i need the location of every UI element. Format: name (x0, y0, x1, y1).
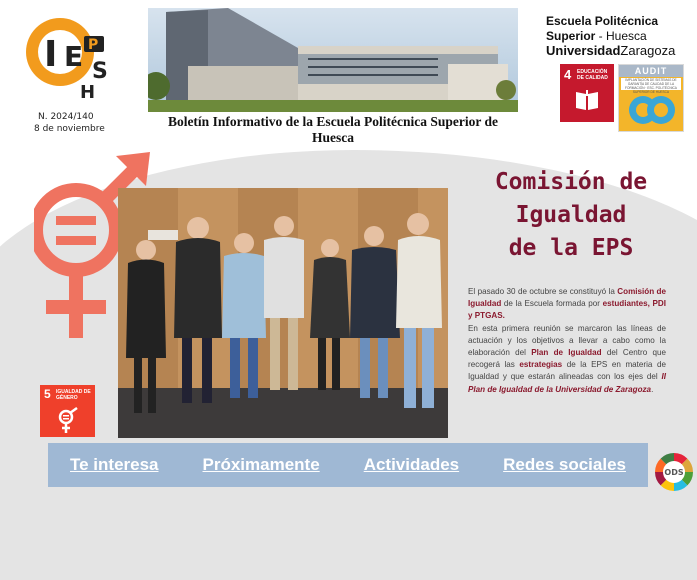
issue-date: 8 de noviembre (34, 124, 105, 134)
school-name-huesca: - Huesca (595, 29, 647, 43)
article-body (468, 286, 666, 396)
article-title-line-3: de la EPS (508, 235, 634, 261)
logo-letter-h: H (80, 82, 96, 100)
audit-title: AUDIT (619, 65, 683, 77)
article-title (476, 166, 666, 265)
iepsh-logo (20, 14, 130, 100)
logo-letter-p: P (88, 37, 99, 53)
nav-redes-sociales[interactable]: Redes sociales (503, 455, 626, 474)
school-name-line2 (546, 29, 647, 43)
school-name-line1: Escuela Politécnica (546, 14, 659, 28)
article-title-line-1: Comisión de (494, 169, 648, 195)
book-icon (574, 88, 600, 112)
audit-badge[interactable] (618, 64, 684, 132)
bottom-nav (48, 443, 648, 487)
article-title-line-2: Igualdad (515, 202, 627, 228)
ods4-badge[interactable] (560, 64, 614, 122)
audit-cc-icon (627, 93, 675, 127)
body-highlight: Comisión de Igualdad (468, 287, 667, 309)
gender-symbol-icon (56, 407, 80, 435)
body-text: . (651, 384, 654, 394)
university-zaragoza: Zaragoza (620, 43, 676, 58)
nav-actividades[interactable]: Actividades (363, 455, 460, 474)
ods-wheel-icon[interactable] (654, 452, 694, 492)
logo-letter-i: I (44, 34, 58, 75)
audit-subtitle: IMPLANTACIÓN DE SISTEMAS DE GARANTÍA DE CALIDAD DE LA FORMACIÓN · ESC. POLITÉCNICA SUPERIOR DE HUESCA (621, 78, 681, 90)
ods-wheel-label: ODS (664, 468, 684, 477)
university-word: Universidad (546, 43, 621, 58)
body-highlight: II Plan de Igualdad de la Universidad de Zaragoza (468, 372, 666, 394)
ods5-number: 5 (44, 387, 51, 401)
school-building-photo (148, 8, 518, 112)
ods4-number: 4 (564, 67, 572, 82)
logo-letter-e: E (64, 40, 84, 73)
committee-group-photo (118, 188, 448, 438)
body-highlight: Plan de Igualdad (531, 348, 602, 358)
body-highlight: estudiantes, PDI y PTGAS. (468, 299, 667, 321)
body-text: El pasado 30 de octubre se constituyó la (468, 287, 618, 296)
issue-number: N. 2024/140 (38, 112, 94, 122)
body-text: del Centro que recogerá las (468, 348, 666, 370)
nav-te-interesa[interactable]: Te interesa (70, 455, 159, 474)
body-text: de la Escuela formada por (501, 299, 603, 309)
body-highlight: estrategias (519, 360, 563, 370)
article-paragraph-1 (468, 286, 666, 323)
school-name-superior: Superior (546, 29, 596, 43)
ods5-badge[interactable] (40, 385, 95, 437)
ods4-text: EDUCACIÓN DE CALIDAD (577, 69, 608, 81)
body-text: de la EPS en materia de Igualdad y que estarán alineadas con los ejes del (468, 360, 666, 382)
logo-letter-s: S (92, 59, 108, 84)
ods5-text: IGUALDAD DE GÉNERO (56, 389, 91, 401)
university-name (546, 43, 675, 58)
body-text: En esta primera reunión se marcaron las líneas de actuación y los objetivos a llevar a cabo como la elaboración del (468, 323, 666, 358)
newsletter-headline: Boletín Informativo de la Escuela Politécnica Superior de Huesca (167, 114, 499, 145)
nav-proximamente[interactable]: Próximamente (202, 455, 320, 474)
article-paragraph-2 (468, 323, 666, 396)
